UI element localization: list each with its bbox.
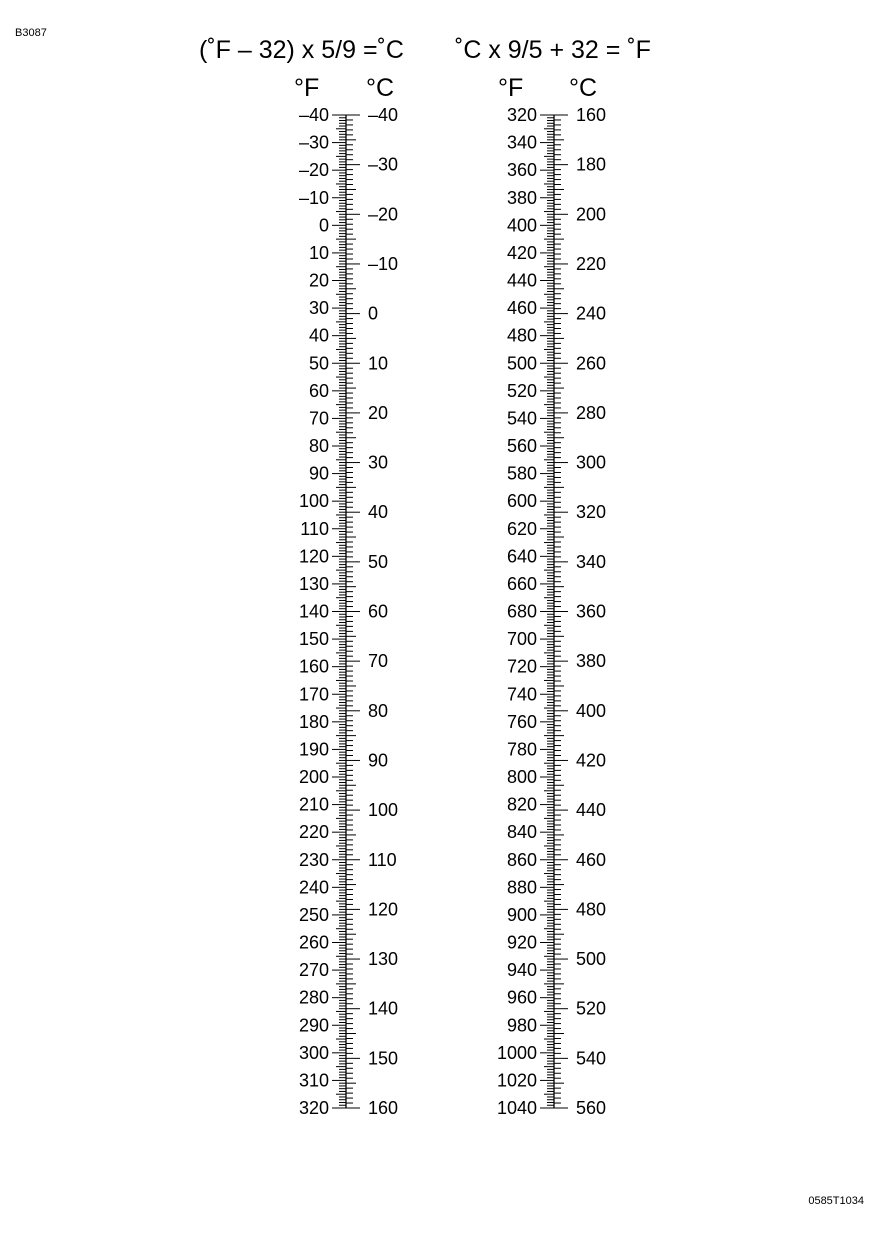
c-label: 120 — [368, 899, 399, 920]
f-label: 520 — [506, 380, 537, 401]
f-label: 300 — [298, 1042, 329, 1063]
f-label: 320 — [298, 1098, 329, 1118]
f-label: –40 — [298, 105, 329, 125]
f-label: 920 — [506, 932, 537, 953]
f-label: 50 — [308, 353, 329, 374]
f-label: 660 — [506, 573, 537, 594]
f-label: 80 — [308, 436, 329, 456]
f-label: 680 — [506, 601, 537, 622]
f-label: 20 — [308, 270, 329, 291]
scale-2 — [497, 105, 606, 1118]
c-label: 100 — [368, 800, 399, 821]
c-label: 420 — [576, 750, 607, 771]
f-label: 70 — [308, 408, 329, 429]
f-label: 1000 — [496, 1042, 537, 1063]
c-label: 160 — [576, 105, 607, 125]
c-label: 220 — [576, 253, 607, 274]
c-label: 160 — [368, 1098, 399, 1118]
f-label: 160 — [298, 656, 329, 677]
f-label: 600 — [506, 491, 537, 512]
f-label: 340 — [506, 132, 537, 153]
c-label: 30 — [368, 452, 389, 473]
f-label: 800 — [506, 767, 537, 787]
figure-code-bottom: 0585T1034 — [808, 1195, 864, 1207]
f-label: 250 — [298, 904, 329, 925]
c-label: –40 — [368, 105, 399, 125]
f-label: 380 — [506, 187, 537, 208]
f-label: 290 — [298, 1015, 329, 1036]
unit-c-right: °C — [569, 74, 598, 102]
c-label: 80 — [368, 700, 389, 721]
unit-f-left: °F — [294, 74, 320, 102]
c-label: 500 — [576, 949, 607, 970]
f-label: 740 — [506, 684, 537, 705]
c-label: –30 — [368, 154, 399, 175]
c-label: 480 — [576, 899, 607, 920]
c-label: 560 — [576, 1098, 607, 1118]
c-label: 130 — [368, 949, 399, 970]
f-label: 500 — [506, 353, 537, 374]
c-label: 460 — [576, 849, 607, 870]
figure-code-top: B3087 — [15, 27, 47, 39]
f-label: 720 — [506, 656, 537, 677]
f-label: –10 — [298, 187, 329, 208]
c-label: 320 — [576, 502, 607, 523]
f-label: 840 — [506, 822, 537, 843]
c-label: –10 — [368, 253, 399, 274]
f-label: 40 — [308, 325, 329, 346]
f-label: 120 — [298, 546, 329, 567]
unit-c-left: °C — [366, 74, 395, 102]
f-label: 270 — [298, 960, 329, 981]
f-label: –20 — [298, 160, 329, 181]
c-label: 70 — [368, 651, 389, 672]
formula-c-to-f: ˚C x 9/5 + 32 = ˚F — [455, 36, 651, 64]
f-label: 880 — [506, 877, 537, 898]
f-label: 940 — [506, 960, 537, 981]
f-label: 90 — [308, 463, 329, 484]
f-label: 820 — [506, 794, 537, 815]
f-label: 190 — [298, 739, 329, 760]
f-label: 320 — [506, 105, 537, 125]
f-label: 1040 — [496, 1098, 537, 1118]
c-label: 10 — [368, 353, 389, 374]
c-label: 340 — [576, 551, 607, 572]
c-label: 180 — [576, 154, 607, 175]
c-label: –20 — [368, 204, 399, 225]
f-label: 150 — [298, 629, 329, 650]
f-label: 110 — [300, 518, 329, 539]
f-label: 540 — [506, 408, 537, 429]
f-label: 620 — [506, 518, 537, 539]
f-label: 360 — [506, 160, 537, 181]
c-label: 20 — [368, 402, 389, 423]
f-label: 260 — [298, 932, 329, 953]
f-label: 180 — [298, 711, 329, 732]
f-label: 130 — [298, 573, 329, 594]
scale-1 — [299, 105, 398, 1118]
f-label: 170 — [298, 684, 329, 705]
f-label: 900 — [506, 904, 537, 925]
c-label: 0 — [368, 303, 379, 324]
f-label: 0 — [318, 215, 329, 236]
formula-f-to-c: (˚F – 32) x 5/9 =˚C — [199, 36, 404, 64]
c-label: 60 — [368, 601, 389, 622]
f-label: 860 — [506, 849, 537, 870]
c-label: 50 — [368, 551, 389, 572]
f-label: 1020 — [496, 1070, 537, 1091]
f-label: 980 — [506, 1015, 537, 1036]
f-label: 580 — [506, 463, 537, 484]
c-label: 40 — [368, 502, 389, 523]
c-label: 200 — [576, 204, 607, 225]
c-label: 380 — [576, 651, 607, 672]
f-label: 440 — [506, 270, 537, 291]
f-label: 480 — [506, 325, 537, 346]
f-label: 280 — [298, 987, 329, 1008]
c-label: 240 — [576, 303, 607, 324]
f-label: 210 — [298, 794, 329, 815]
f-label: 760 — [506, 711, 537, 732]
f-label: 400 — [506, 215, 537, 236]
f-label: 30 — [308, 298, 329, 319]
f-label: –30 — [298, 132, 329, 153]
f-label: 220 — [298, 822, 329, 843]
f-label: 460 — [506, 298, 537, 319]
c-label: 150 — [368, 1048, 399, 1069]
c-label: 360 — [576, 601, 607, 622]
f-label: 100 — [298, 491, 329, 512]
f-label: 560 — [506, 436, 537, 456]
f-label: 960 — [506, 987, 537, 1008]
c-label: 260 — [576, 353, 607, 374]
c-label: 520 — [576, 998, 607, 1019]
f-label: 310 — [298, 1070, 329, 1091]
f-label: 230 — [298, 849, 329, 870]
f-label: 700 — [506, 629, 537, 650]
f-label: 240 — [298, 877, 329, 898]
f-label: 140 — [298, 601, 329, 622]
c-label: 300 — [576, 452, 607, 473]
c-label: 90 — [368, 750, 389, 771]
c-label: 140 — [368, 998, 399, 1019]
unit-f-right: °F — [498, 74, 524, 102]
c-label: 280 — [576, 402, 607, 423]
f-label: 780 — [506, 739, 537, 760]
c-label: 440 — [576, 800, 607, 821]
f-label: 200 — [298, 767, 329, 787]
f-label: 640 — [506, 546, 537, 567]
c-label: 540 — [576, 1048, 607, 1069]
c-label: 110 — [368, 849, 397, 870]
c-label: 400 — [576, 700, 607, 721]
f-label: 60 — [308, 380, 329, 401]
f-label: 10 — [308, 242, 329, 263]
f-label: 420 — [506, 242, 537, 263]
